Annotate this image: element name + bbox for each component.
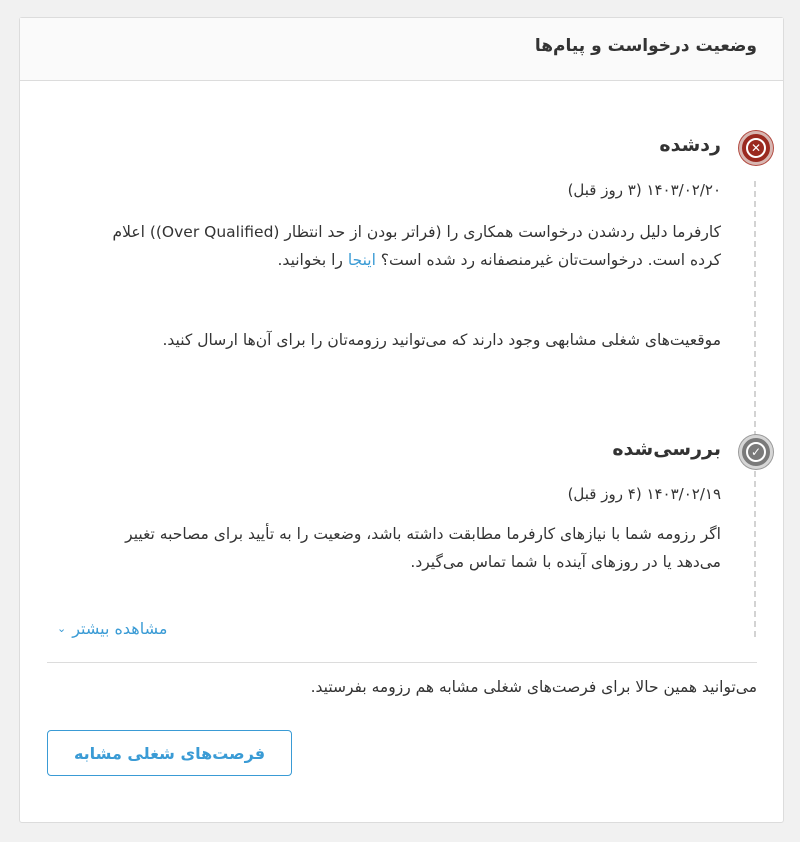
show-more-label: مشاهده بیشتر [72,619,168,638]
close-circle-icon: ✕ [739,131,773,165]
similar-jobs-button[interactable]: فرصت‌های شغلی مشابه [47,730,292,776]
chevron-down-icon: ⌄ [57,622,67,635]
read-here-link[interactable]: اینجا [347,251,376,269]
divider [47,662,757,663]
status-title: بررسی‌شده [612,438,721,460]
check-circle-icon: ✓ [739,435,773,469]
status-date: ۱۴۰۳/۰۲/۲۰ (۳ روز قبل) [567,181,721,199]
status-date: ۱۴۰۳/۰۲/۱۹ (۴ روز قبل) [567,485,721,503]
status-title: ردشده [659,134,721,156]
similar-jobs-hint: می‌توانید همین حالا برای فرصت‌های شغلی مشابه هم رزومه بفرستید. [310,678,757,696]
panel-title: وضعیت درخواست و پیام‌ها [534,36,757,56]
show-more-link[interactable] [57,619,167,638]
timeline-line [754,181,756,637]
status-message-extra: موقعیت‌های شغلی مشابهی وجود دارند که می‌توانید رزومه‌تان را برای آن‌ها ارسال کنید. [162,331,721,349]
status-panel [19,17,784,823]
status-message: اگر رزومه شما با نیازهای کارفرما مطابقت داشته باشد، وضعیت را به تأیید برای مصاحبه تغییر می‌دهد یا در روزهای آینده با شما تماس می‌گیرد. [125,525,721,571]
panel-header [20,18,783,81]
status-message: کارفرما دلیل ردشدن درخواست همکاری را (فراتر بودن از حد انتظار (Over Qualified)) اعلام کرده است. درخواست‌تان غیرمنصفانه رد شده است؟ اینجا را بخوانید. [112,223,721,269]
